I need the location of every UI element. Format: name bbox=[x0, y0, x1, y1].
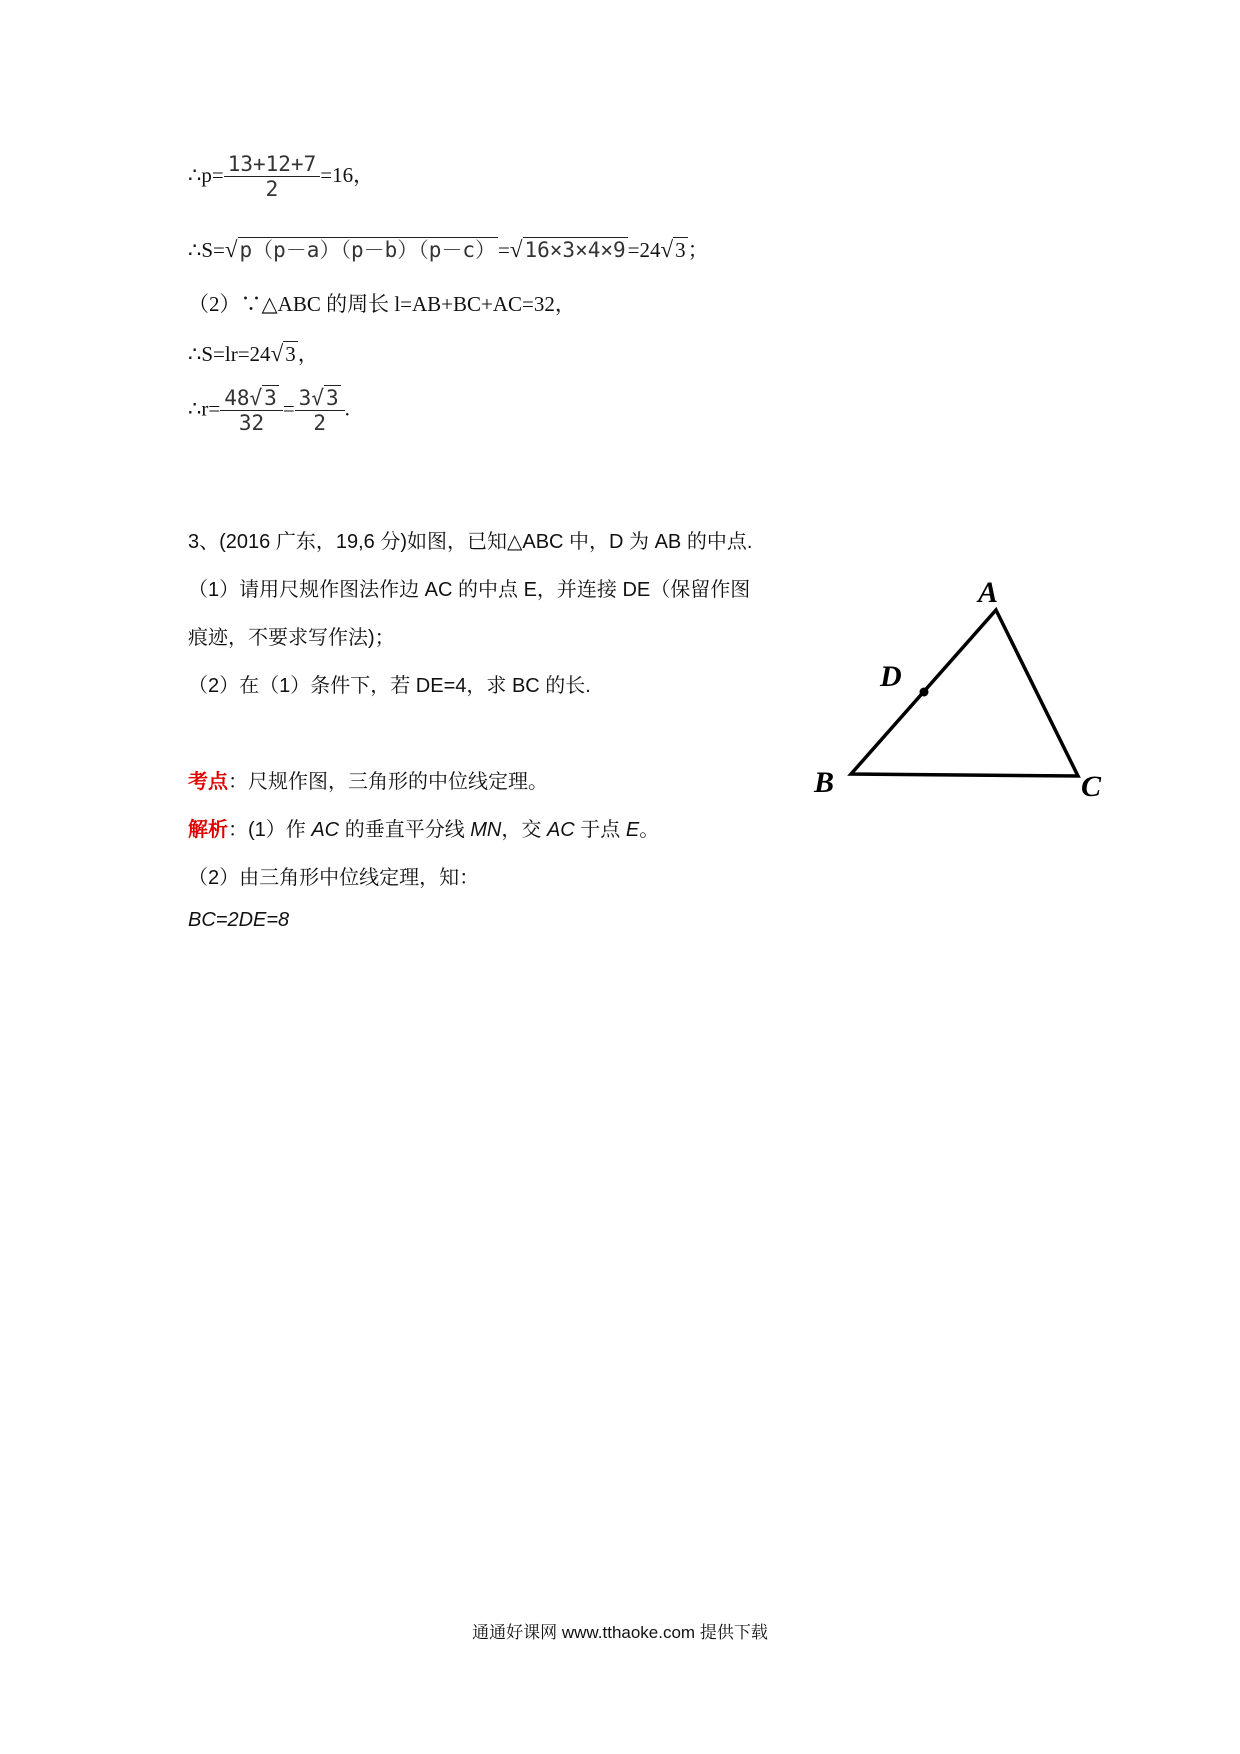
jiexi-text: 的垂直平分线 bbox=[339, 819, 471, 841]
eq-prefix: ∴S= bbox=[188, 238, 225, 262]
equation-p bbox=[188, 152, 374, 202]
fraction-r2 bbox=[295, 385, 345, 436]
jiexi-line2: （2）由三角形中位线定理，知： bbox=[188, 867, 480, 889]
radicand: 16×3×4×9 bbox=[524, 238, 626, 262]
fraction-denominator: 2 bbox=[265, 177, 279, 202]
sqrt-icon: √ bbox=[660, 237, 674, 262]
kaodian-line bbox=[188, 765, 548, 794]
problem3-q1-line1: （1）请用尺规作图法作边 AC 的中点 E，并连接 DE（保留作图 bbox=[188, 579, 751, 601]
jiexi-line3: BC=2DE=8 bbox=[188, 909, 290, 931]
sqrt-icon: √ bbox=[249, 386, 263, 410]
radicand: 3 bbox=[325, 386, 339, 410]
jiexi-label: 解析 bbox=[188, 819, 228, 841]
jiexi-text: ：(1）作 bbox=[228, 819, 312, 841]
jiexi-var: AC bbox=[546, 819, 575, 841]
eq-end: ； bbox=[687, 238, 709, 262]
eq-result: =24 bbox=[627, 238, 661, 262]
jiexi-text: 。 bbox=[639, 819, 660, 841]
fraction-denominator: 32 bbox=[238, 411, 265, 436]
sqrt-icon: √ bbox=[311, 386, 324, 410]
radicand: 3 bbox=[264, 386, 277, 410]
label-a: A bbox=[978, 576, 999, 609]
label-d: D bbox=[880, 660, 902, 693]
area-line bbox=[188, 341, 319, 366]
page-footer: 通通好课网 www.tthaoke.com 提供下载 bbox=[472, 1623, 768, 1642]
eq-prefix: ∴S=lr=24 bbox=[188, 342, 271, 366]
problem3-title: 3、(2016 广东，19,6 分)如图，已知△ABC 中，D 为 AB 的中点. bbox=[188, 531, 753, 553]
radius-line bbox=[188, 385, 350, 436]
eq-sign: = bbox=[498, 238, 510, 262]
jiexi-var: AC bbox=[311, 819, 340, 841]
sqrt-icon: √ bbox=[270, 341, 284, 366]
radicand: 3 bbox=[285, 342, 296, 366]
fraction-p bbox=[224, 152, 321, 202]
eq-result: =16， bbox=[320, 162, 375, 187]
jiexi-text: ，交 bbox=[501, 819, 547, 841]
label-c: C bbox=[1081, 770, 1102, 803]
triangle-figure bbox=[800, 560, 1120, 810]
eq-sign: = bbox=[282, 396, 295, 421]
sqrt-icon: √ bbox=[224, 237, 238, 262]
kaodian-label: 考点 bbox=[188, 771, 228, 793]
eq-prefix: ∴p= bbox=[188, 162, 224, 187]
radicand: 3 bbox=[675, 238, 686, 262]
point-d bbox=[920, 688, 929, 697]
eq-prefix: ∴r= bbox=[188, 396, 221, 421]
eq-end: . bbox=[344, 396, 350, 421]
label-b: B bbox=[814, 766, 835, 799]
jiexi-line bbox=[188, 813, 659, 842]
coef: 48 bbox=[224, 386, 250, 410]
radicand: p（p－a）（p－b）（p－c） bbox=[239, 238, 497, 262]
jiexi-var: E bbox=[625, 819, 640, 841]
fraction-denominator: 2 bbox=[313, 411, 326, 436]
problem3-q2: （2）在（1）条件下，若 DE=4，求 BC 的长. bbox=[188, 675, 591, 697]
jiexi-text: 于点 bbox=[574, 819, 626, 841]
eq-end: ， bbox=[297, 342, 319, 366]
coef: 3 bbox=[298, 386, 312, 410]
fraction-r1 bbox=[220, 385, 283, 436]
triangle-abc bbox=[851, 610, 1078, 776]
kaodian-text: ：尺规作图，三角形的中位线定理。 bbox=[228, 771, 548, 793]
problem3-q1-line2: 痕迹，不要求写作法)； bbox=[188, 627, 395, 649]
jiexi-var: MN bbox=[470, 819, 502, 841]
sqrt-icon: √ bbox=[509, 237, 523, 262]
perimeter-line: （2）∵△ABC 的周长 l=AB+BC+AC=32， bbox=[188, 292, 576, 316]
equation-s-heron bbox=[188, 237, 709, 262]
fraction-numerator: 13+12+7 bbox=[224, 152, 321, 177]
